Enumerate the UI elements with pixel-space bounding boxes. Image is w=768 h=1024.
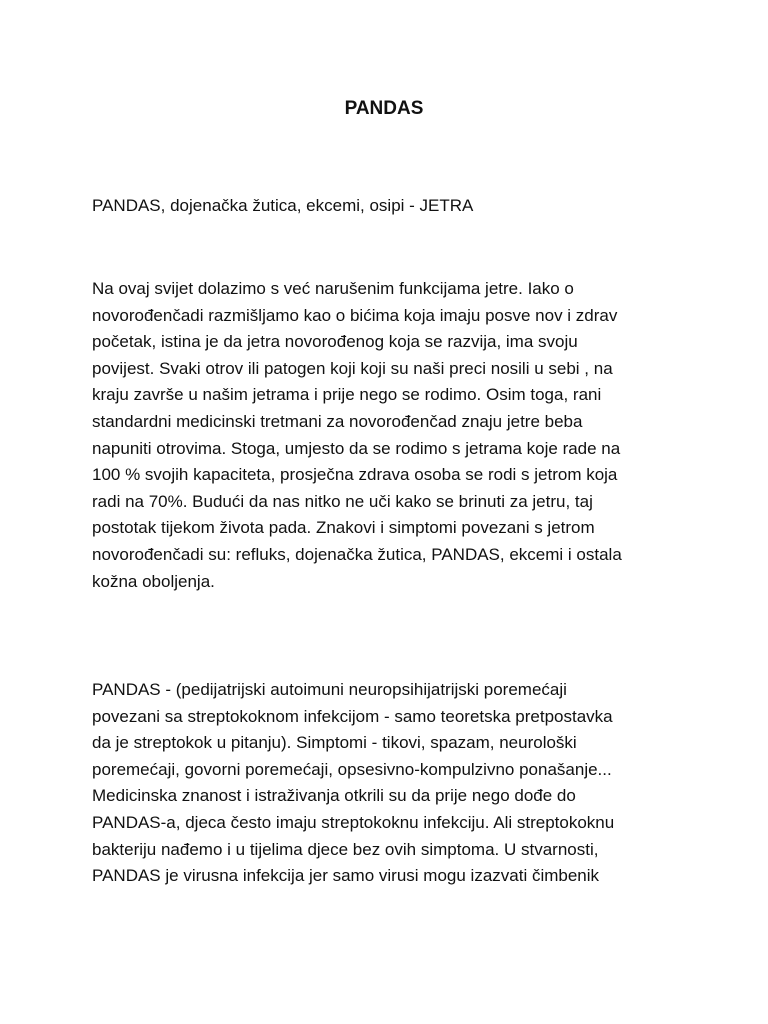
document-title: PANDAS [344,98,424,119]
paragraph-line: početak, istina je da jetra novorođenog koja se razvija, ima svoju [92,332,578,352]
paragraph-line: 100 % svojih kapaciteta, prosječna zdrava osoba se rodi s jetrom koja [92,465,618,485]
paragraph-line: PANDAS je virusna infekcija jer samo virusi mogu izazvati čimbenik [92,866,600,886]
paragraph-line: povezani sa streptokoknom infekcijom - samo teoretska pretpostavka [92,706,613,726]
paragraph-line: da je streptokok u pitanju). Simptomi - tikovi, spazam, neurološki [92,733,577,753]
paragraph-line: kožna oboljenja. [92,571,215,591]
paragraph-line: kraju završe u našim jetrama i prije nego se rodimo. Osim toga, rani [92,385,602,405]
paragraph-line: napuniti otrovima. Stoga, umjesto da se rodimo s jetrama koje rade na [92,438,621,458]
paragraph-line: novorođenčadi razmišljamo kao o bićima koja imaju posve nov i zdrav [92,305,618,325]
paragraph-line: Medicinska znanost i istraživanja otkrili su da prije nego dođe do [92,786,576,806]
document-subtitle: PANDAS, dojenačka žutica, ekcemi, osipi - JETRA [92,196,474,215]
paragraph-line: standardni medicinski tretmani za novorođenčad znaju jetre beba [92,411,583,431]
paragraph-line: PANDAS-a, djeca često imaju streptokoknu infekciju. Ali streptokoknu [92,812,615,832]
paragraph-line: postotak tijekom života pada. Znakovi i simptomi povezani s jetrom [92,518,595,538]
paragraph-line: povijest. Svaki otrov ili patogen koji koji su naši preci nosili u sebi , na [92,358,613,378]
paragraph-line: PANDAS - (pedijatrijski autoimuni neuropsihijatrijski poremećaji [92,680,567,699]
paragraph-line: radi na 70%. Budući da nas nitko ne uči kako se brinuti za jetru, taj [92,491,593,511]
paragraph-line: novorođenčadi su: refluks, dojenačka žutica, PANDAS, ekcemi i ostala [92,544,622,564]
paragraph-pandas [92,677,692,890]
paragraph-liver [92,276,692,595]
paragraph-line: bakteriju nađemo i u tijelima djece bez ovih simptoma. U stvarnosti, [92,839,599,859]
paragraph-line: poremećaji, govorni poremećaji, opsesivno-kompulzivno ponašanje... [92,759,612,779]
paragraph-line: Na ovaj svijet dolazimo s već narušenim funkcijama jetre. Iako o [92,279,574,298]
